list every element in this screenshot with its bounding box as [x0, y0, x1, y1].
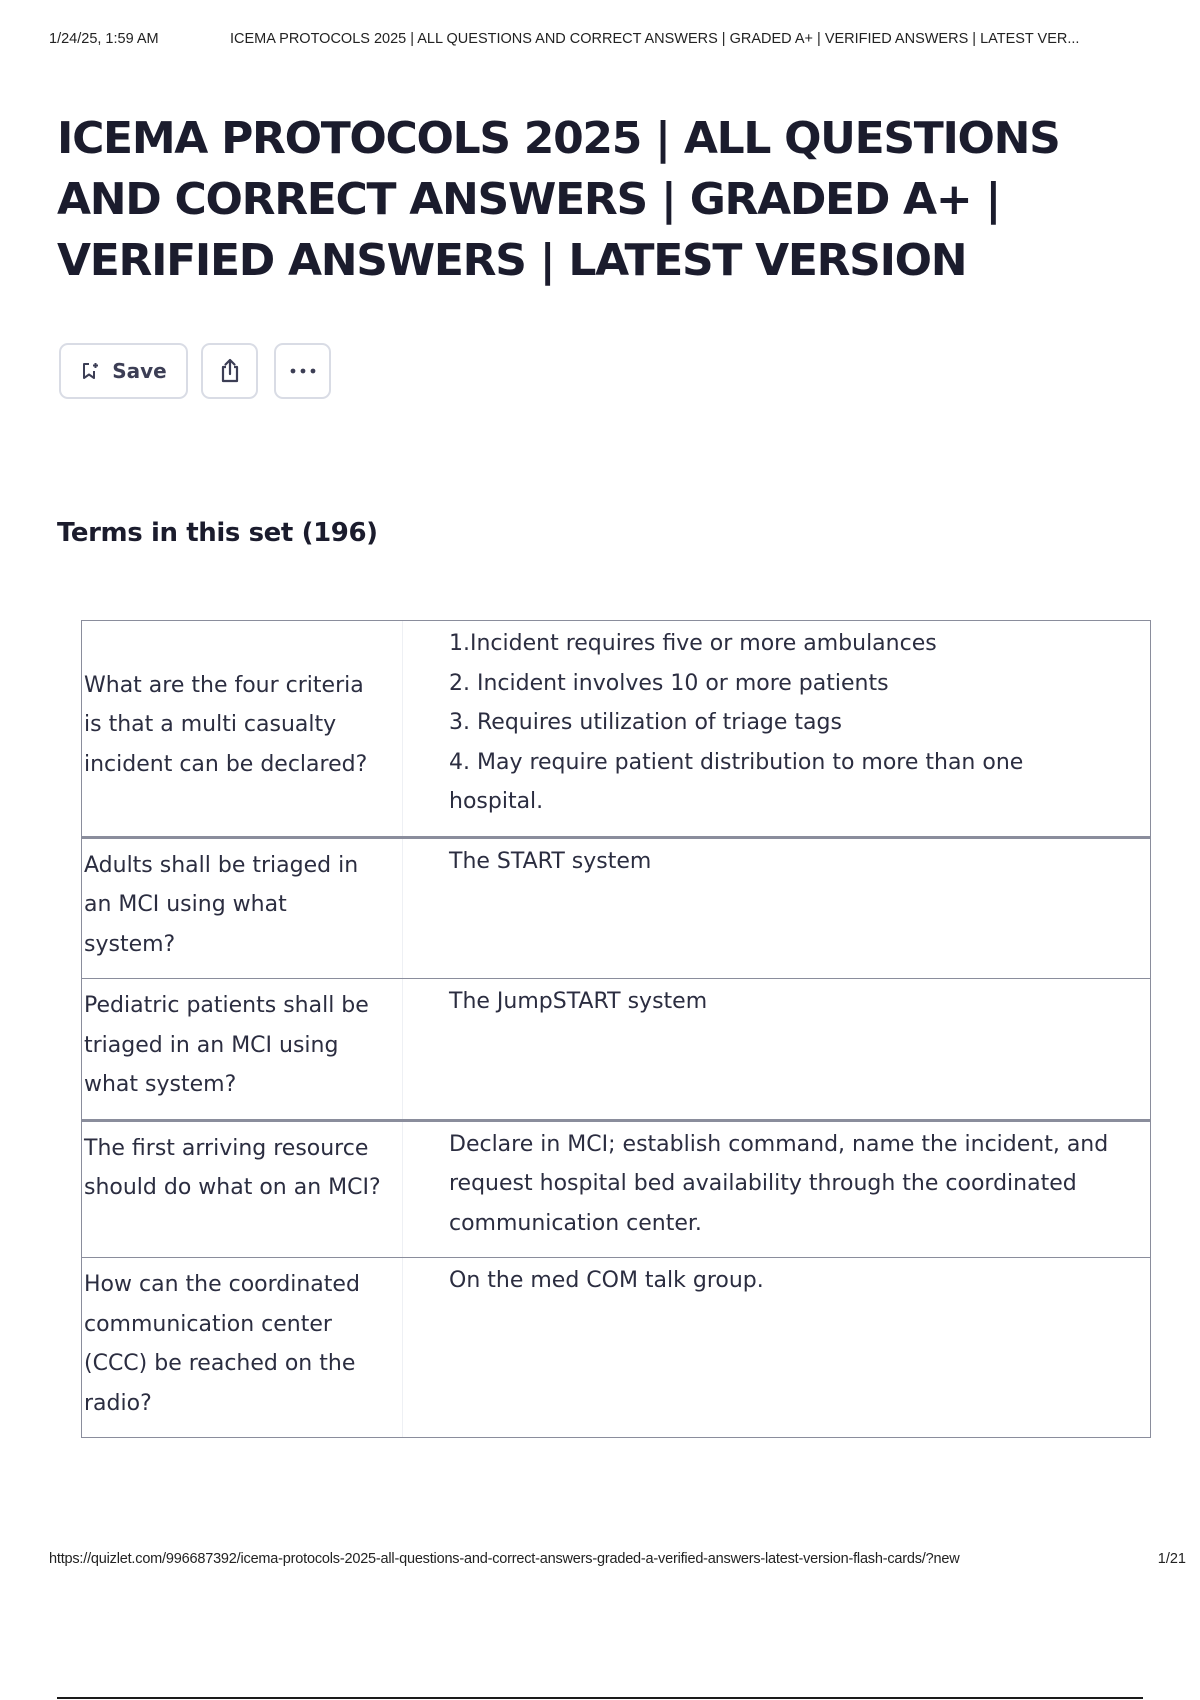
term-text: How can the coordinated communication center (CCC) be reached on the radio? [84, 1272, 360, 1416]
definition-line: The START system [449, 848, 652, 874]
definition-cell [403, 1122, 1150, 1258]
term-row[interactable] [82, 621, 1150, 836]
term-row[interactable] [82, 836, 1150, 979]
print-header [49, 31, 1186, 51]
definition-line: On the med COM talk group. [449, 1268, 764, 1293]
term-cell [82, 1122, 403, 1258]
definition-line: Declare in MCI; establish command, name the incident, and request hospital bed availability through the coordinated communication center. [449, 1131, 1109, 1236]
save-button-label: Save [112, 359, 167, 383]
save-button[interactable] [59, 343, 188, 399]
page-number: 1/21 [1157, 1551, 1186, 1567]
definition-cell [403, 979, 1150, 1119]
definition-line: The JumpSTART system [449, 989, 708, 1014]
term-text: What are the four criteria is that a multi casualty incident can be declared? [84, 672, 368, 777]
more-horizontal-icon [289, 367, 317, 375]
definition-cell [403, 839, 1150, 979]
term-row[interactable] [82, 1119, 1150, 1258]
more-options-button[interactable] [274, 343, 331, 399]
definition-line: 4. May require patient distribution to more than one hospital. [449, 749, 1024, 814]
term-cell [82, 1258, 403, 1437]
page-title: ICEMA PROTOCOLS 2025 | ALL QUESTIONS AND CORRECT ANSWERS | GRADED A+ | VERIFIED ANSWERS | LATEST VERSION [57, 113, 1060, 286]
share-icon [216, 357, 244, 385]
definition-line: 3. Requires utilization of triage tags [449, 710, 842, 735]
term-cell [82, 621, 403, 836]
term-row[interactable] [82, 1257, 1150, 1437]
term-text: The first arriving resource should do what on an MCI? [84, 1135, 381, 1200]
print-doc-title: ICEMA PROTOCOLS 2025 | ALL QUESTIONS AND CORRECT ANSWERS | GRADED A+ | VERIFIED ANSWERS | LATEST VER... [230, 31, 1080, 47]
definition-line: 2. Incident involves 10 or more patients [449, 670, 889, 696]
definition-line: 1.Incident requires five or more ambulances [449, 631, 937, 656]
definition-cell [403, 1258, 1150, 1437]
term-text: Pediatric patients shall be triaged in an MCI using what system? [84, 993, 369, 1097]
terms-heading: Terms in this set (196) [57, 518, 378, 548]
share-button[interactable] [201, 343, 258, 399]
print-url: https://quizlet.com/996687392/icema-protocols-2025-all-questions-and-correct-answers-graded-a-verified-answers-latest-version-flash-cards/?new [49, 1551, 960, 1567]
term-cell [82, 839, 403, 979]
term-row[interactable] [82, 978, 1150, 1119]
term-text: Adults shall be triaged in an MCI using what system? [84, 852, 359, 957]
term-cell [82, 979, 403, 1119]
print-datetime: 1/24/25, 1:59 AM [49, 31, 159, 47]
definition-cell [403, 621, 1150, 836]
page-divider [57, 1697, 1143, 1699]
bookmark-add-icon [80, 361, 100, 381]
terms-table [81, 620, 1151, 1438]
